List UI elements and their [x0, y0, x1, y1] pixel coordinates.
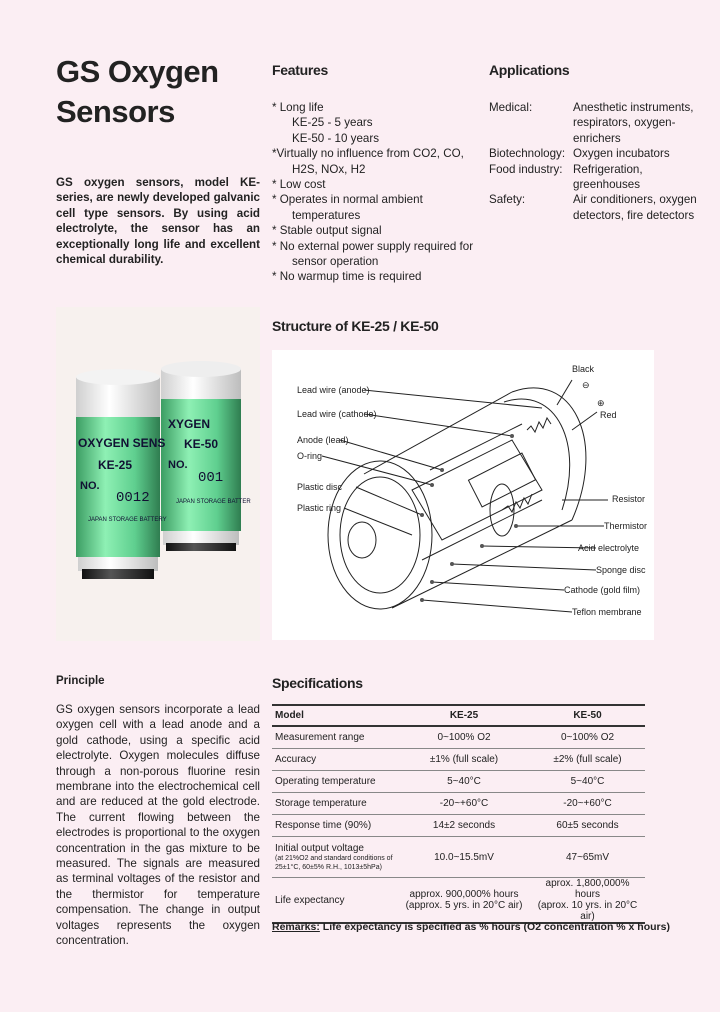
page-title	[56, 52, 219, 132]
application-row	[489, 162, 709, 193]
label-plastic-ring: Plastic ring	[297, 503, 342, 513]
remarks-label: Remarks:	[272, 921, 320, 933]
row-label: Measurement range	[272, 726, 398, 749]
col-ke25: KE-25	[398, 705, 530, 726]
label-thermistor: Thermistor	[604, 521, 648, 531]
label-minus-terminal: ⊖	[582, 380, 590, 390]
label-acid-electrolyte: Acid electrolyte	[578, 543, 640, 553]
intro-paragraph: GS oxygen sensors, model KE-series, are newly developed galvanic cell type sensors. By using acid electrolyte, the sensor has an exceptionally long life and excellent chemical durability.	[56, 176, 260, 267]
specifications-table	[272, 704, 645, 924]
cell-ke25: 14±2 seconds	[398, 815, 530, 837]
row-label: Accuracy	[272, 749, 398, 771]
application-value: Oxygen incubators	[573, 147, 670, 161]
ke50-label-line2: KE-50	[184, 437, 219, 451]
feature-line: KE-50 - 10 years	[292, 131, 379, 145]
table-row	[272, 749, 645, 771]
feature-line: * Operates in normal ambient	[272, 193, 423, 207]
row-label-main: Initial output voltage	[275, 842, 364, 854]
table-row	[272, 771, 645, 793]
ke50-label-line4: 001	[198, 470, 224, 486]
label-sponge-disc: Sponge disc	[596, 565, 646, 575]
label-teflon-membrane: Teflon membrane	[572, 607, 642, 617]
title-line-2: Sensors	[56, 94, 175, 129]
feature-line: * Long life	[272, 101, 324, 114]
row-label	[272, 837, 398, 878]
applications-list	[489, 100, 709, 223]
applications-heading: Applications	[489, 62, 570, 78]
table-row	[272, 837, 645, 878]
table-row	[272, 793, 645, 815]
cell-ke50: 0~100% O2	[530, 726, 645, 749]
feature-line: * No external power supply required for	[272, 239, 474, 253]
cell-ke50-line1: aprox. 1,800,000% hours	[545, 878, 630, 900]
application-value: Refrigeration, greenhouses	[573, 162, 643, 192]
features-heading: Features	[272, 62, 328, 78]
cell-ke25: 10.0~15.5mV	[398, 837, 530, 878]
ke25-label-line2: KE-25	[98, 458, 133, 472]
cell-ke50: ±2% (full scale)	[530, 749, 645, 771]
structure-diagram	[272, 350, 654, 640]
application-label: Biotechnology:	[489, 147, 566, 161]
feature-line: *Virtually no influence from CO2, CO,	[272, 147, 464, 161]
cell-ke25: ±1% (full scale)	[398, 749, 530, 771]
sensor-ke25-image	[76, 369, 160, 579]
ke50-label-line3: NO.	[168, 459, 188, 471]
application-row	[489, 192, 709, 223]
application-value: Air conditioners, oxygen detectors, fire detectors	[573, 193, 697, 222]
label-anode: Anode (lead)	[297, 435, 349, 445]
title-line-1: GS Oxygen	[56, 54, 219, 89]
row-sublabel: (at 21%O2 and standard conditions of 25±1°C, 60±5% R.H., 1013±5hPa)	[275, 854, 393, 871]
table-header-row	[272, 705, 645, 726]
col-ke50: KE-50	[530, 705, 645, 726]
application-label: Safety:	[489, 193, 526, 207]
label-lead-cathode: Lead wire (cathode)	[297, 409, 377, 419]
feature-line: KE-25 - 5 years	[292, 116, 373, 130]
table-row	[272, 726, 645, 749]
table-row	[272, 815, 645, 837]
principle-text: GS oxygen sensors incorporate a lead oxygen cell with a lead anode and a gold cathode, using a specific acid electrolyte. Oxygen molecules diffuse through a non-porous fluorine resin membrane into the electrochemical cell and are reduced at the gold electrode. The current flowing between the electrodes is proportional to the oxygen concentration in the gas mixture to be measured. The signals are measured as terminal voltages of the resistor and the thermistor for temperature compensation. The change in output voltages represents the oxygen concentration.	[56, 703, 260, 948]
label-oring: O-ring	[297, 451, 323, 461]
sensor-photo	[56, 307, 260, 641]
row-label: Response time (90%)	[272, 815, 398, 837]
cell-ke50-line2: (aprox. 10 yrs. in 20°C air)	[537, 900, 638, 922]
label-lead-anode: Lead wire (anode)	[297, 385, 370, 395]
application-value: Anesthetic instruments, respirators, oxygen-enrichers	[573, 101, 694, 145]
label-plus-terminal: ⊕	[597, 398, 605, 408]
row-label: Operating temperature	[272, 771, 398, 793]
label-resistor: Resistor	[612, 494, 646, 504]
principle-heading: Principle	[56, 675, 105, 687]
ke50-label-line5: JAPAN STORAGE BATTER	[176, 499, 251, 505]
cell-ke50: 5~40°C	[530, 771, 645, 793]
label-black: Black	[572, 364, 595, 374]
label-red: Red	[600, 410, 617, 420]
feature-line: * Stable output signal	[272, 224, 382, 238]
row-label: Storage temperature	[272, 793, 398, 815]
remarks-text: Life expectancy is specified as % hours (O2 concentration % x hours)	[319, 921, 670, 933]
cell-ke25-line2: (approx. 5 yrs. in 20°C air)	[405, 900, 523, 911]
table-row	[272, 878, 645, 924]
ke25-label-line1: OXYGEN SENS	[78, 436, 166, 450]
cell-ke50: -20~+60°C	[530, 793, 645, 815]
feature-line: sensor operation	[292, 255, 379, 269]
cell-ke50: 60±5 seconds	[530, 815, 645, 837]
application-label: Food industry:	[489, 162, 563, 176]
ke50-label-line1: XYGEN	[168, 417, 211, 431]
specifications-heading: Specifications	[272, 675, 363, 691]
cell-ke50	[530, 878, 645, 924]
ke25-label-line3: NO.	[80, 480, 100, 492]
cell-ke25	[398, 878, 530, 924]
cell-ke25: 0~100% O2	[398, 726, 530, 749]
cell-ke25: -20~+60°C	[398, 793, 530, 815]
cell-ke25-line1: approx. 900,000% hours	[409, 889, 519, 900]
application-row	[489, 100, 709, 146]
feature-line: H2S, NOx, H2	[292, 162, 366, 176]
ke25-label-line5: JAPAN STORAGE BATTERY	[88, 517, 167, 523]
application-row	[489, 146, 709, 161]
ke25-label-line4: 0012	[116, 490, 150, 506]
sensor-ke50-image	[161, 361, 241, 551]
structure-heading: Structure of KE-25 / KE-50	[272, 318, 439, 334]
remarks	[272, 921, 670, 933]
row-label: Life expectancy	[272, 878, 398, 924]
feature-line: temperatures	[292, 208, 361, 222]
feature-line: * Low cost	[272, 178, 326, 192]
application-label: Medical:	[489, 101, 533, 114]
col-model: Model	[272, 705, 398, 726]
cell-ke25: 5~40°C	[398, 771, 530, 793]
label-cathode: Cathode (gold film)	[564, 585, 641, 595]
label-plastic-disc: Plastic disc	[297, 482, 343, 492]
cell-ke50: 47~65mV	[530, 837, 645, 878]
feature-line: * No warmup time is required	[272, 270, 422, 284]
features-list	[272, 100, 487, 285]
